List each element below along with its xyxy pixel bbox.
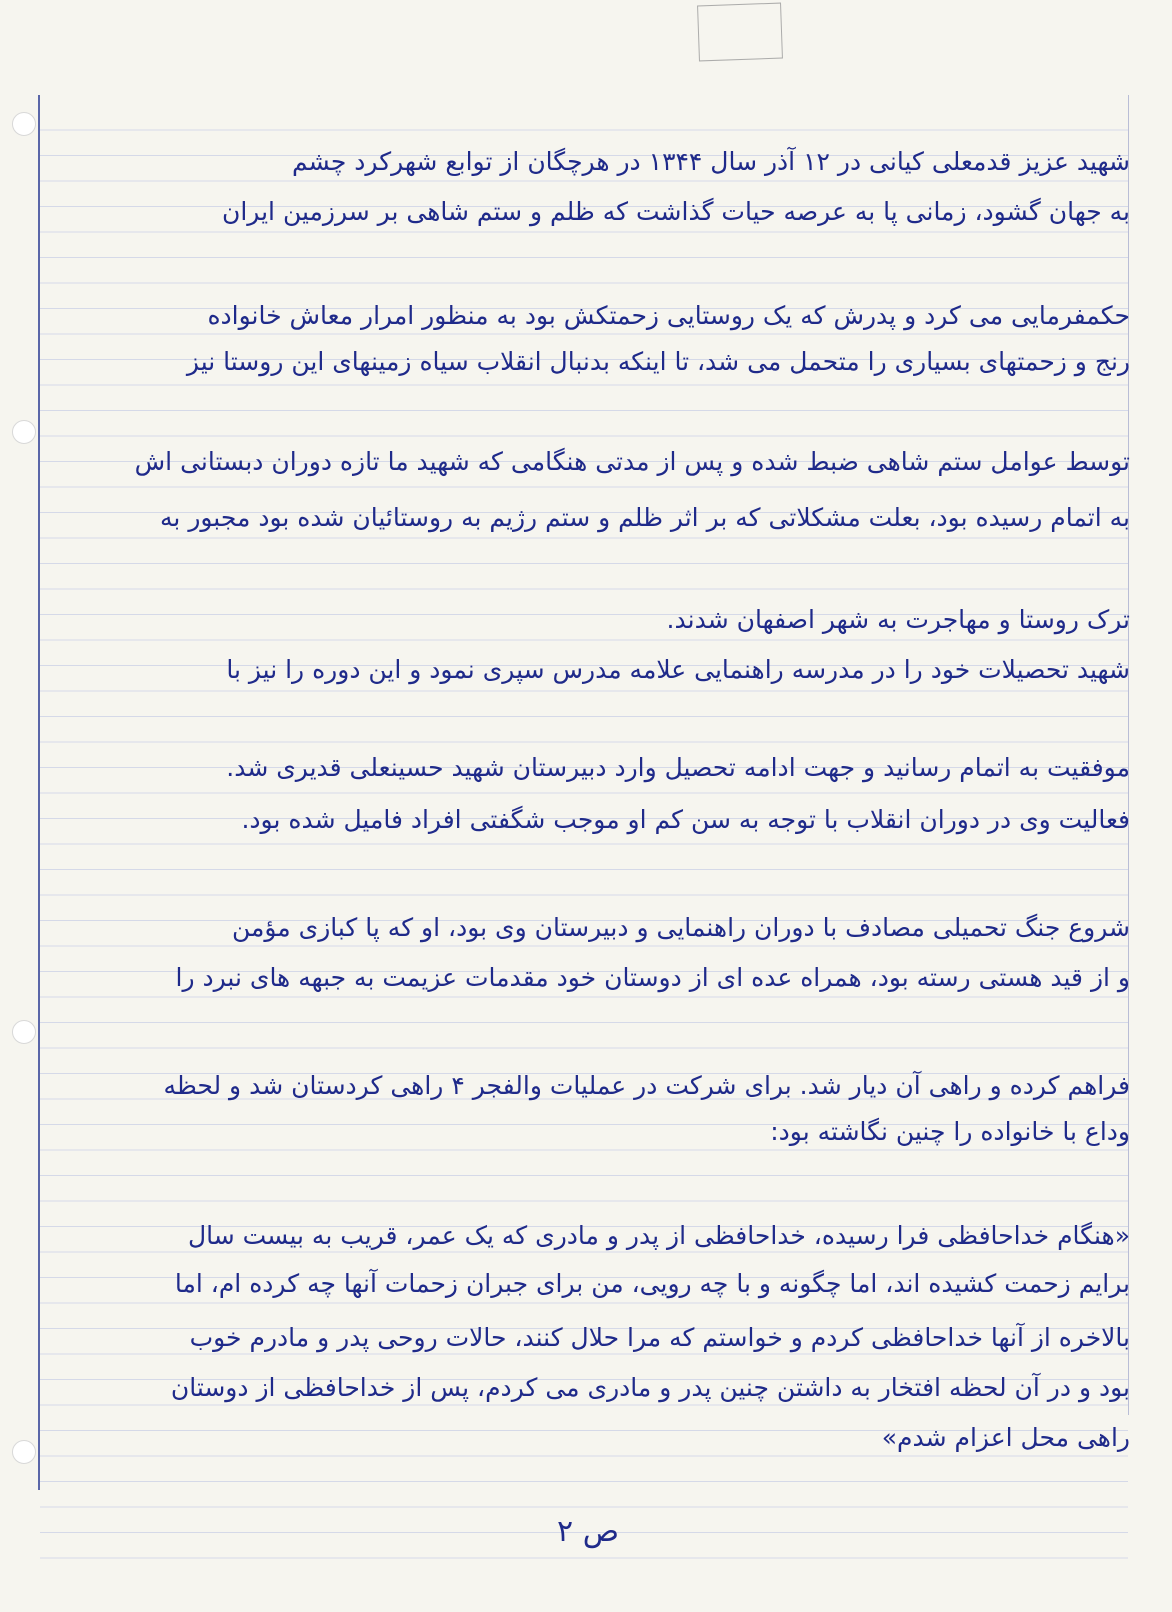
handwritten-line: شهید عزیز قدمعلی کیانی در ۱۲ آذر سال ۱۳۴۴ در هرچگان از توابع شهرکرد چشم <box>291 147 1130 176</box>
handwritten-line: «هنگام خداحافظی فرا رسیده، خداحافظی از پدر و مادری که یک عمر، قریب به بیست سال <box>187 1221 1130 1250</box>
binder-hole <box>12 420 36 444</box>
handwritten-line: شروع جنگ تحمیلی مصادف با دوران راهنمایی و دبیرستان وی بود، او که پا کبازی مؤمن <box>231 913 1130 942</box>
handwritten-line: شهید تحصیلات خود را در مدرسه راهنمایی علامه مدرس سپری نمود و این دوره را نیز با <box>226 655 1130 684</box>
handwritten-line: فراهم کرده و راهی آن دیار شد. برای شرکت در عملیات والفجر ۴ راهی کردستان شد و لحظه <box>163 1071 1130 1100</box>
handwritten-line: وداع با خانواده را چنین نگاشته بود: <box>770 1117 1130 1146</box>
binder-hole <box>12 1020 36 1044</box>
stamp-line <box>698 10 780 13</box>
binder-hole <box>12 1440 36 1464</box>
handwritten-line: بود و در آن لحظه افتخار به داشتن چنین پدر و مادری می کردم، پس از خداحافظی از دوستان <box>170 1373 1130 1402</box>
handwritten-line: فعالیت وی در دوران انقلاب با توجه به سن کم او موجب شگفتی افراد فامیل شده بود. <box>241 805 1130 834</box>
handwritten-line: حکمفرمایی می کرد و پدرش که یک روستایی زحمتکش بود به منظور امرار معاش خانواده <box>207 301 1130 330</box>
stamp-line <box>698 10 780 13</box>
handwritten-line: به اتمام رسیده بود، بعلت مشکلاتی که بر اثر ظلم و ستم رژیم به روستائیان شده بود مجبور به <box>160 503 1130 532</box>
handwritten-line: به جهان گشود، زمانی پا به عرصه حیات گذاشت که ظلم و ستم شاهی بر سرزمین ایران <box>222 197 1130 226</box>
handwritten-line: رنج و زحمتهای بسیاری را متحمل می شد، تا اینکه بدنبال انقلاب سیاه زمینهای این روستا نیز <box>186 347 1130 376</box>
handwritten-line: برایم زحمت کشیده اند، اما چگونه و با چه رویی، من برای جبران زحمات آنها چه کرده ام، اما <box>174 1269 1130 1298</box>
handwritten-line: ترک روستا و مهاجرت به شهر اصفهان شدند. <box>666 605 1130 634</box>
binder-hole <box>12 112 36 136</box>
left-margin-line <box>38 95 40 1490</box>
page-number: ص ۲ <box>557 1514 619 1549</box>
archive-stamp <box>697 3 783 62</box>
handwritten-line: توسط عوامل ستم شاهی ضبط شده و پس از مدتی هنگامی که شهید ما تازه دوران دبستانی اش <box>134 447 1130 476</box>
handwritten-line: و از قید هستی رسته بود، همراه عده ای از دوستان خود مقدمات عزیمت به جبهه های نبرد را <box>175 963 1130 992</box>
handwritten-line: موفقیت به اتمام رسانید و جهت ادامه تحصیل وارد دبیرستان شهید حسینعلی قدیری شد. <box>226 753 1130 782</box>
handwritten-line: راهی محل اعزام شدم» <box>881 1423 1130 1452</box>
handwritten-line: بالاخره از آنها خداحافظی کردم و خواستم که مرا حلال کنند، حالات روحی پدر و مادرم خوب <box>189 1323 1130 1352</box>
